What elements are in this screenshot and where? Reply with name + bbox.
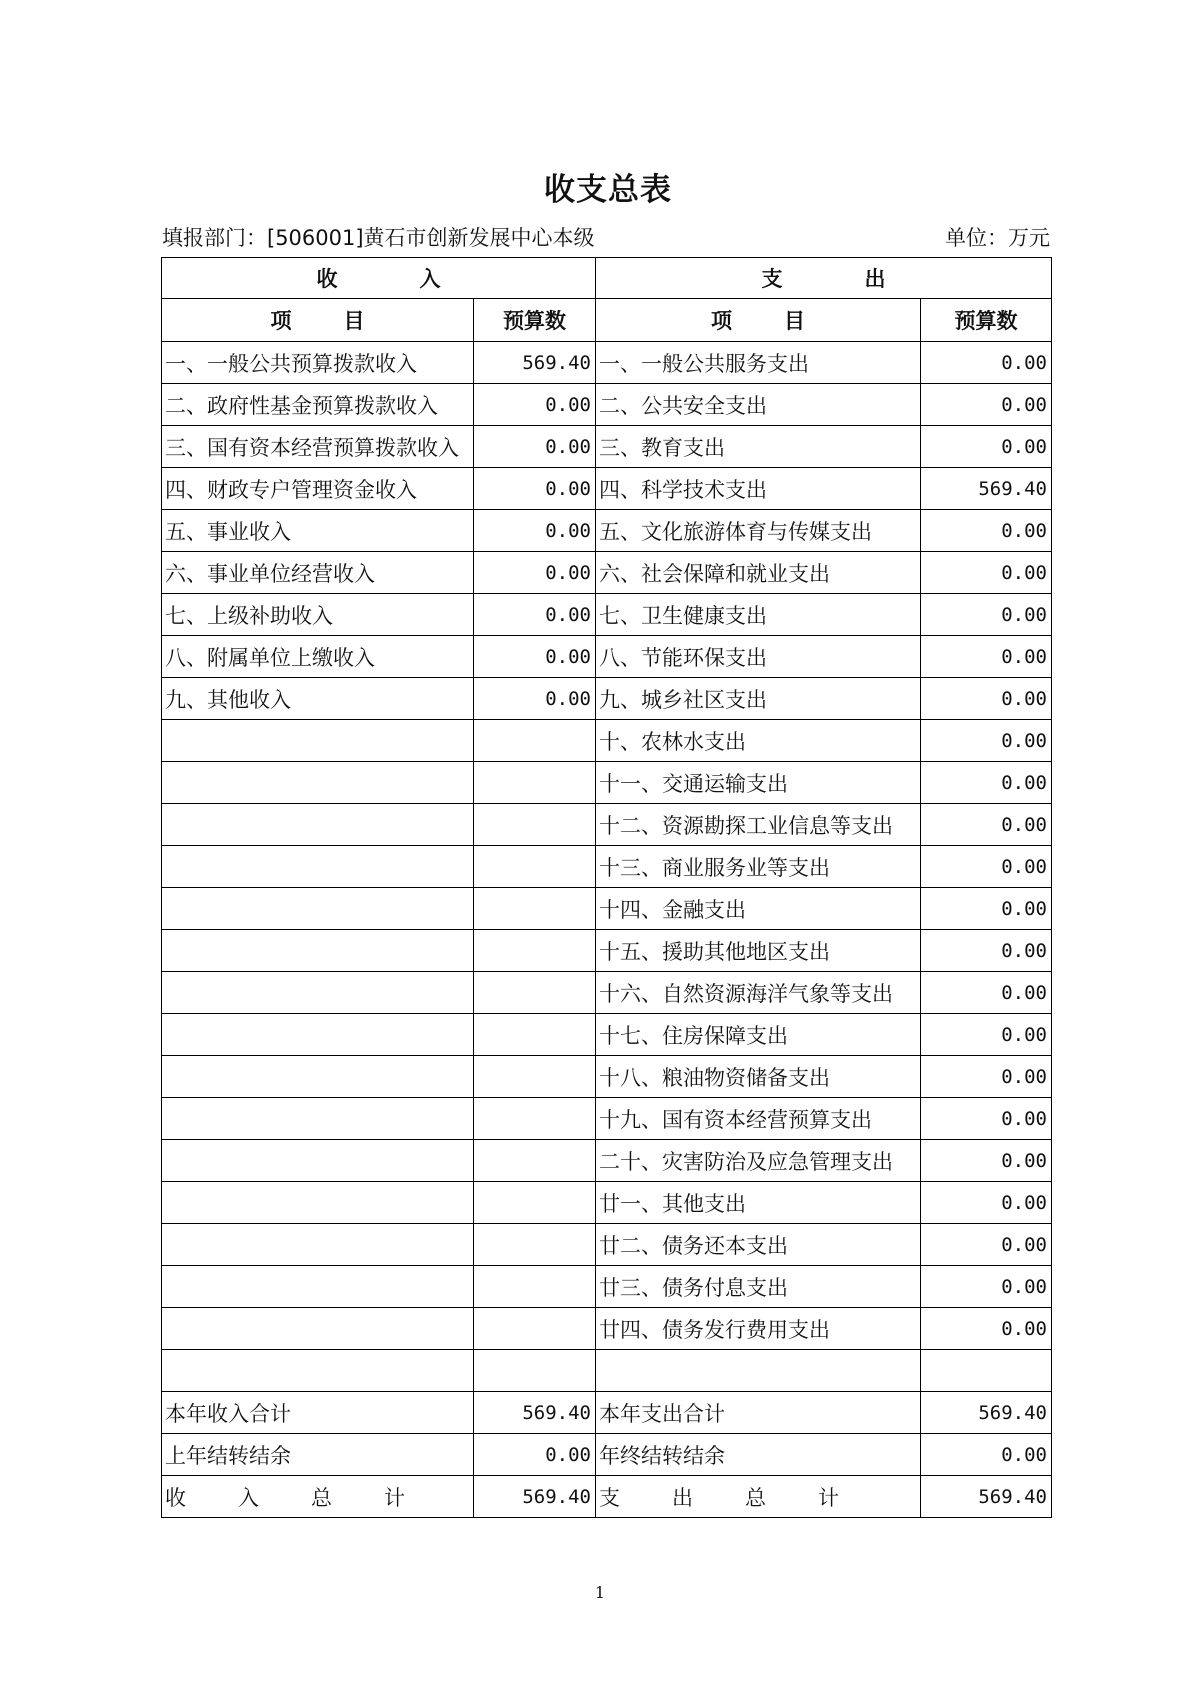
income-section-label: 收入	[316, 267, 523, 291]
page-title: 收支总表	[544, 172, 672, 208]
income-budget-cell	[474, 342, 596, 384]
table-section-header-row	[162, 258, 1052, 299]
table-row	[162, 972, 1052, 1014]
expense-item-text: 八、节能环保支出	[599, 645, 767, 670]
table-row	[162, 342, 1052, 384]
expense-budget-cell	[921, 1098, 1052, 1140]
table-row	[162, 678, 1052, 720]
summary-row	[162, 1434, 1052, 1476]
income-item-cell	[162, 384, 474, 426]
table-row	[162, 1056, 1052, 1098]
expense-budget-cell	[921, 510, 1052, 552]
expense-section-header	[596, 258, 1052, 299]
expense-item-cell	[596, 720, 921, 762]
income-item-text: 本年收入合计	[165, 1401, 291, 1426]
income-item-cell	[162, 342, 474, 384]
expense-budget-column-header: 预算数	[921, 299, 1052, 342]
income-item-column-label: 项目	[270, 309, 417, 333]
expense-item-cell	[596, 384, 921, 426]
expense-item-text: 九、城乡社区支出	[599, 687, 767, 712]
income-budget-cell	[474, 888, 596, 930]
income-budget-cell	[474, 1098, 596, 1140]
income-item-cell	[162, 1182, 474, 1224]
income-budget-cell	[474, 1014, 596, 1056]
expense-section-label: 支出	[761, 267, 968, 291]
table-row	[162, 804, 1052, 846]
expense-item-text: 十八、粮油物资储备支出	[599, 1065, 830, 1090]
expense-budget-cell	[921, 972, 1052, 1014]
income-budget-cell	[474, 972, 596, 1014]
expense-item-cell	[596, 552, 921, 594]
income-budget-text: 569.40	[522, 1485, 591, 1508]
income-budget-column-header: 预算数	[474, 299, 596, 342]
income-item-text: 上年结转结余	[165, 1443, 291, 1468]
expense-budget-text: 0.00	[1001, 561, 1047, 584]
expense-item-cell	[596, 594, 921, 636]
expense-item-cell	[596, 426, 921, 468]
income-item-cell	[162, 888, 474, 930]
expense-item-text: 六、社会保障和就业支出	[599, 561, 830, 586]
table-row	[162, 1014, 1052, 1056]
income-budget-cell	[474, 594, 596, 636]
income-budget-cell	[474, 678, 596, 720]
expense-budget-cell	[921, 1266, 1052, 1308]
expense-budget-cell	[921, 1392, 1052, 1434]
table-row	[162, 468, 1052, 510]
expense-item-cell	[596, 1056, 921, 1098]
expense-budget-text: 0.00	[1001, 981, 1047, 1004]
page-number: 1	[594, 1583, 606, 1602]
expense-budget-text: 0.00	[1001, 603, 1047, 626]
expense-item-text: 十四、金融支出	[599, 897, 746, 922]
expense-item-cell	[596, 1476, 921, 1518]
expense-budget-cell	[921, 720, 1052, 762]
income-item-cell	[162, 594, 474, 636]
expense-budget-cell	[921, 342, 1052, 384]
expense-item-cell	[596, 1434, 921, 1476]
income-budget-text: 0.00	[545, 519, 591, 542]
expense-item-text: 四、科学技术支出	[599, 477, 767, 502]
expense-item-text: 二十、灾害防治及应急管理支出	[599, 1149, 893, 1174]
income-budget-cell	[474, 636, 596, 678]
income-item-cell	[162, 846, 474, 888]
table-row	[162, 1140, 1052, 1182]
income-budget-text: 0.00	[545, 435, 591, 458]
income-budget-cell	[474, 1476, 596, 1518]
expense-item-cell	[596, 846, 921, 888]
expense-budget-text: 569.40	[978, 1485, 1047, 1508]
expense-budget-cell	[921, 804, 1052, 846]
expense-item-text: 支出总计	[599, 1485, 891, 1510]
expense-item-text: 七、卫生健康支出	[599, 603, 767, 628]
income-section-header	[162, 258, 596, 299]
income-budget-cell	[474, 1434, 596, 1476]
expense-budget-cell	[921, 636, 1052, 678]
income-item-cell	[162, 636, 474, 678]
income-budget-text: 0.00	[545, 477, 591, 500]
income-item-cell	[162, 720, 474, 762]
table-row	[162, 1350, 1052, 1392]
expense-budget-text: 0.00	[1001, 1443, 1047, 1466]
expense-item-cell	[596, 1098, 921, 1140]
expense-item-cell	[596, 1224, 921, 1266]
income-item-cell	[162, 552, 474, 594]
expense-budget-cell	[921, 594, 1052, 636]
expense-budget-text: 0.00	[1001, 729, 1047, 752]
expense-item-cell	[596, 1266, 921, 1308]
expense-budget-cell	[921, 846, 1052, 888]
expense-item-cell	[596, 342, 921, 384]
income-item-column-header	[162, 299, 474, 342]
table-row	[162, 510, 1052, 552]
expense-item-text: 十五、援助其他地区支出	[599, 939, 830, 964]
income-item-text: 二、政府性基金预算拨款收入	[165, 393, 438, 418]
expense-item-text: 十、农林水支出	[599, 729, 746, 754]
income-item-cell	[162, 1014, 474, 1056]
expense-item-cell	[596, 1014, 921, 1056]
expense-item-cell	[596, 930, 921, 972]
expense-item-column-label: 项目	[711, 309, 857, 333]
income-budget-cell	[474, 762, 596, 804]
income-budget-text: 0.00	[545, 603, 591, 626]
expense-budget-text: 0.00	[1001, 1149, 1047, 1172]
table-row	[162, 594, 1052, 636]
expense-budget-cell	[921, 1056, 1052, 1098]
expense-budget-cell	[921, 1308, 1052, 1350]
income-budget-text: 0.00	[545, 687, 591, 710]
expense-item-text: 十三、商业服务业等支出	[599, 855, 830, 880]
expense-budget-text: 0.00	[1001, 393, 1047, 416]
table-row	[162, 1308, 1052, 1350]
expense-item-text: 十一、交通运输支出	[599, 771, 788, 796]
expense-budget-text: 0.00	[1001, 939, 1047, 962]
expense-item-cell	[596, 1140, 921, 1182]
income-budget-cell	[474, 804, 596, 846]
income-item-cell	[162, 930, 474, 972]
income-item-cell	[162, 678, 474, 720]
expense-budget-cell	[921, 426, 1052, 468]
expense-budget-cell	[921, 468, 1052, 510]
income-item-text: 四、财政专户管理资金收入	[165, 477, 417, 502]
expense-budget-cell	[921, 1140, 1052, 1182]
expense-item-text: 十七、住房保障支出	[599, 1023, 788, 1048]
expense-budget-text: 0.00	[1001, 1275, 1047, 1298]
expense-item-cell	[596, 468, 921, 510]
expense-item-text: 十六、自然资源海洋气象等支出	[599, 981, 893, 1006]
expense-budget-text: 0.00	[1001, 687, 1047, 710]
income-budget-text: 569.40	[522, 351, 591, 374]
income-item-cell	[162, 510, 474, 552]
expense-item-text: 二、公共安全支出	[599, 393, 767, 418]
expense-item-text: 廿二、债务还本支出	[599, 1233, 788, 1258]
income-expense-table	[161, 257, 1052, 1518]
expense-budget-cell	[921, 1014, 1052, 1056]
table-column-header-row	[162, 299, 1052, 342]
income-item-text: 三、国有资本经营预算拨款收入	[165, 435, 459, 460]
expense-budget-text: 0.00	[1001, 1317, 1047, 1340]
table-row	[162, 930, 1052, 972]
expense-budget-text: 0.00	[1001, 1065, 1047, 1088]
expense-budget-cell	[921, 384, 1052, 426]
expense-budget-text: 0.00	[1001, 351, 1047, 374]
income-item-cell	[162, 1392, 474, 1434]
expense-item-text: 廿三、债务付息支出	[599, 1275, 788, 1300]
expense-budget-cell	[921, 1182, 1052, 1224]
expense-item-cell	[596, 804, 921, 846]
table-row	[162, 1182, 1052, 1224]
income-budget-cell	[474, 930, 596, 972]
summary-row	[162, 1476, 1052, 1518]
expense-item-cell	[596, 888, 921, 930]
income-budget-cell	[474, 846, 596, 888]
income-budget-text: 0.00	[545, 1443, 591, 1466]
income-budget-cell	[474, 1224, 596, 1266]
income-item-cell	[162, 426, 474, 468]
expense-budget-text: 569.40	[978, 477, 1047, 500]
expense-item-cell	[596, 762, 921, 804]
expense-budget-text: 0.00	[1001, 519, 1047, 542]
table-row	[162, 846, 1052, 888]
expense-item-cell	[596, 678, 921, 720]
income-item-cell	[162, 1476, 474, 1518]
income-item-text: 八、附属单位上缴收入	[165, 645, 375, 670]
income-budget-cell	[474, 1350, 596, 1392]
expense-item-cell	[596, 510, 921, 552]
income-item-cell	[162, 468, 474, 510]
income-budget-cell	[474, 552, 596, 594]
table-row	[162, 1224, 1052, 1266]
income-item-cell	[162, 1056, 474, 1098]
expense-item-text: 五、文化旅游体育与传媒支出	[599, 519, 872, 544]
table-row	[162, 1098, 1052, 1140]
income-item-cell	[162, 762, 474, 804]
income-budget-cell	[474, 720, 596, 762]
table-row	[162, 552, 1052, 594]
expense-budget-cell	[921, 1434, 1052, 1476]
expense-budget-cell	[921, 888, 1052, 930]
table-row	[162, 888, 1052, 930]
expense-item-cell	[596, 1182, 921, 1224]
table-row	[162, 384, 1052, 426]
table-body	[162, 342, 1052, 1518]
income-item-cell	[162, 972, 474, 1014]
income-budget-cell	[474, 1266, 596, 1308]
expense-budget-text: 0.00	[1001, 1233, 1047, 1256]
income-budget-cell	[474, 384, 596, 426]
income-item-cell	[162, 1224, 474, 1266]
expense-item-text: 廿一、其他支出	[599, 1191, 746, 1216]
expense-item-text: 本年支出合计	[599, 1401, 725, 1426]
expense-budget-text: 0.00	[1001, 1023, 1047, 1046]
income-item-text: 六、事业单位经营收入	[165, 561, 375, 586]
expense-budget-cell	[921, 678, 1052, 720]
expense-item-cell	[596, 1308, 921, 1350]
income-item-cell	[162, 1140, 474, 1182]
expense-budget-text: 0.00	[1001, 435, 1047, 458]
income-item-text: 收入总计	[165, 1485, 457, 1510]
expense-budget-text: 0.00	[1001, 645, 1047, 668]
table-row	[162, 720, 1052, 762]
expense-budget-text: 0.00	[1001, 1191, 1047, 1214]
unit-label: 单位：万元	[945, 226, 1050, 250]
income-item-cell	[162, 1266, 474, 1308]
expense-budget-cell	[921, 552, 1052, 594]
expense-item-text: 十二、资源勘探工业信息等支出	[599, 813, 893, 838]
income-item-text: 一、一般公共预算拨款收入	[165, 351, 417, 376]
income-budget-cell	[474, 1140, 596, 1182]
expense-item-cell	[596, 636, 921, 678]
expense-budget-cell	[921, 930, 1052, 972]
expense-budget-text: 0.00	[1001, 855, 1047, 878]
expense-budget-text: 0.00	[1001, 771, 1047, 794]
income-budget-text: 0.00	[545, 393, 591, 416]
table-row	[162, 1266, 1052, 1308]
expense-item-text: 一、一般公共服务支出	[599, 351, 809, 376]
income-item-cell	[162, 1350, 474, 1392]
expense-budget-cell	[921, 1224, 1052, 1266]
income-budget-text: 569.40	[522, 1401, 591, 1424]
income-budget-cell	[474, 1392, 596, 1434]
table-row	[162, 762, 1052, 804]
reporting-department: 填报部门：[506001]黄石市创新发展中心本级	[162, 226, 595, 250]
income-budget-cell	[474, 1056, 596, 1098]
income-budget-cell	[474, 426, 596, 468]
expense-item-column-header	[596, 299, 921, 342]
expense-item-cell	[596, 1392, 921, 1434]
expense-item-text: 年终结转结余	[599, 1443, 725, 1468]
income-budget-cell	[474, 1182, 596, 1224]
income-item-cell	[162, 1098, 474, 1140]
income-budget-text: 0.00	[545, 561, 591, 584]
income-item-text: 九、其他收入	[165, 687, 291, 712]
table-row	[162, 426, 1052, 468]
income-item-text: 七、上级补助收入	[165, 603, 333, 628]
table-row	[162, 636, 1052, 678]
expense-budget-text: 0.00	[1001, 897, 1047, 920]
summary-row	[162, 1392, 1052, 1434]
expense-item-cell	[596, 1350, 921, 1392]
income-item-cell	[162, 1434, 474, 1476]
income-item-cell	[162, 804, 474, 846]
income-item-cell	[162, 1308, 474, 1350]
income-budget-text: 0.00	[545, 645, 591, 668]
income-budget-cell	[474, 1308, 596, 1350]
income-item-text: 五、事业收入	[165, 519, 291, 544]
expense-item-text: 十九、国有资本经营预算支出	[599, 1107, 872, 1132]
expense-item-text: 廿四、债务发行费用支出	[599, 1317, 830, 1342]
expense-budget-cell	[921, 762, 1052, 804]
expense-budget-text: 0.00	[1001, 1107, 1047, 1130]
income-budget-cell	[474, 510, 596, 552]
expense-budget-text: 569.40	[978, 1401, 1047, 1424]
expense-item-cell	[596, 972, 921, 1014]
income-budget-cell	[474, 468, 596, 510]
expense-budget-cell	[921, 1350, 1052, 1392]
expense-budget-cell	[921, 1476, 1052, 1518]
expense-budget-text: 0.00	[1001, 813, 1047, 836]
expense-item-text: 三、教育支出	[599, 435, 725, 460]
